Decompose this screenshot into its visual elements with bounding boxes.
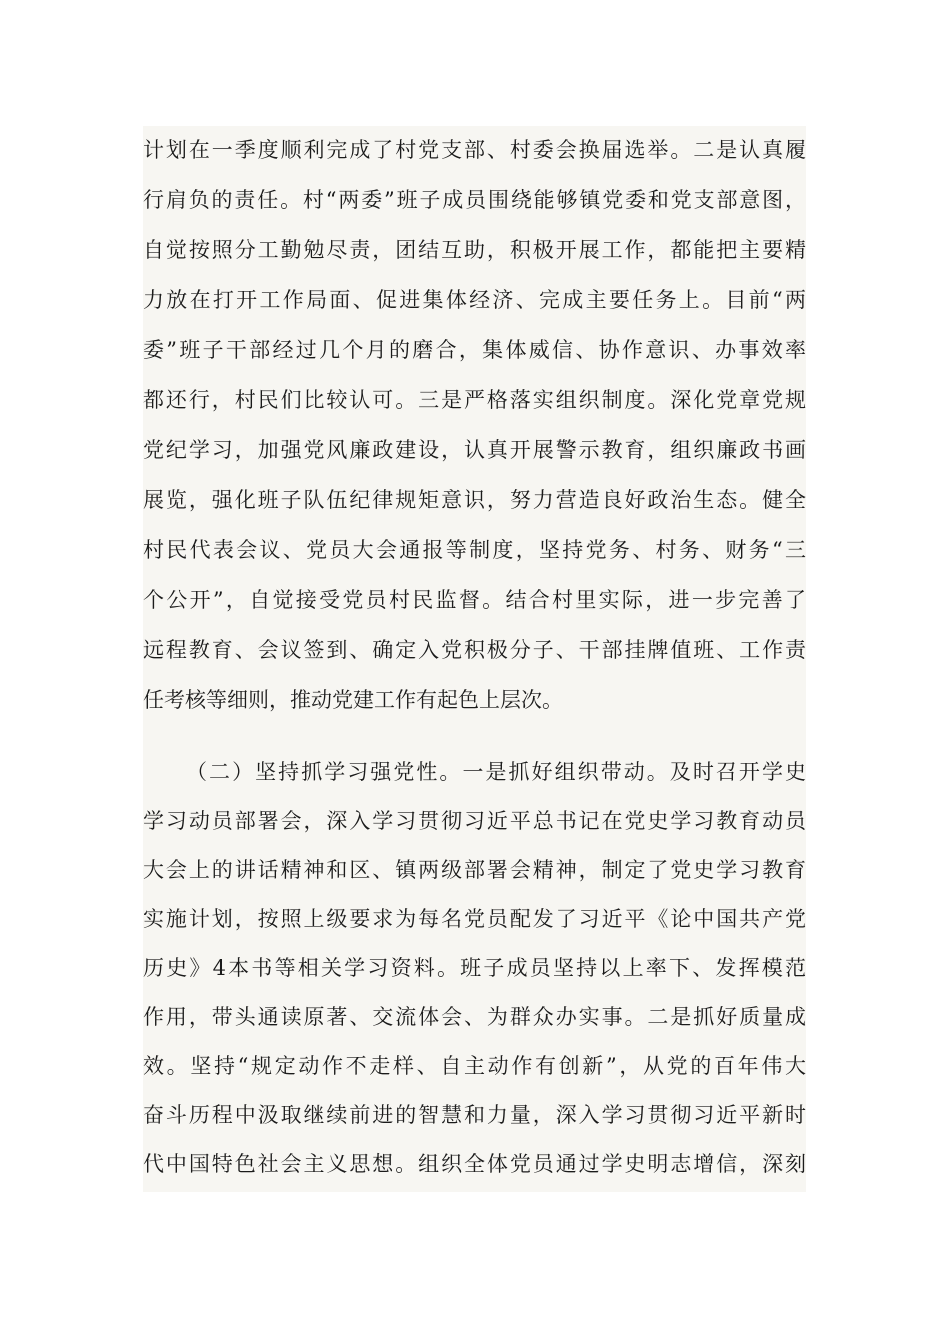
paragraph-1-line: 行肩负的责任。村“两委”班子成员围绕能够镇党委和党支部意图， <box>143 188 806 212</box>
paragraph-2-line: 奋斗历程中汲取继续前进的智慧和力量，深入学习贯彻习近平新时 <box>143 1103 806 1127</box>
paragraph-2-line: 大会上的讲话精神和区、镇两级部署会精神，制定了党史学习教育 <box>143 858 806 882</box>
paragraph-1-line: 都还行，村民们比较认可。三是严格落实组织制度。深化党章党规 <box>143 388 806 412</box>
paragraph-1-line: 自觉按照分工勤勉尽责，团结互助，积极开展工作，都能把主要精 <box>143 238 806 262</box>
paragraph-2-line: 效。坚持“规定动作不走样、自主动作有创新”，从党的百年伟大 <box>143 1054 806 1078</box>
paragraph-1-line: 展览，强化班子队伍纪律规矩意识，努力营造良好政治生态。健全 <box>143 488 806 512</box>
paragraph-1-line: 村民代表会议、党员大会通报等制度，坚持党务、村务、财务“三 <box>143 538 806 562</box>
paragraph-1-line: 党纪学习，加强党风廉政建设，认真开展警示教育，组织廉政书画 <box>143 438 806 462</box>
paragraph-1-line: 计划在一季度顺利完成了村党支部、村委会换届选举。二是认真履 <box>143 138 806 162</box>
paragraph-1-line: 任考核等细则，推动党建工作有起色上层次。 <box>143 688 563 712</box>
paragraph-2-line: 实施计划，按照上级要求为每名党员配发了习近平《论中国共产党 <box>143 907 806 931</box>
paragraph-2-line: 代中国特色社会主义思想。组织全体党员通过学史明志增信，深刻 <box>143 1152 806 1176</box>
paragraph-1-line: 个公开”，自觉接受党员村民监督。结合村里实际，进一步完善了 <box>143 588 806 612</box>
paragraph-1-line: 力放在打开工作局面、促进集体经济、完成主要任务上。目前“两 <box>143 288 806 312</box>
paragraph-2-line: （二）坚持抓学习强党性。一是抓好组织带动。及时召开学史 <box>186 760 806 784</box>
paragraph-1-line: 委”班子干部经过几个月的磨合，集体威信、协作意识、办事效率 <box>143 338 806 362</box>
paragraph-2-line: 学习动员部署会，深入学习贯彻习近平总书记在党史学习教育动员 <box>143 809 806 833</box>
paragraph-2-line: 历史》4本书等相关学习资料。班子成员坚持以上率下、发挥模范 <box>143 956 806 980</box>
paragraph-1-line: 远程教育、会议签到、确定入党积极分子、干部挂牌值班、工作责 <box>143 638 806 662</box>
paragraph-2-line: 作用，带头通读原著、交流体会、为群众办实事。二是抓好质量成 <box>143 1005 806 1029</box>
